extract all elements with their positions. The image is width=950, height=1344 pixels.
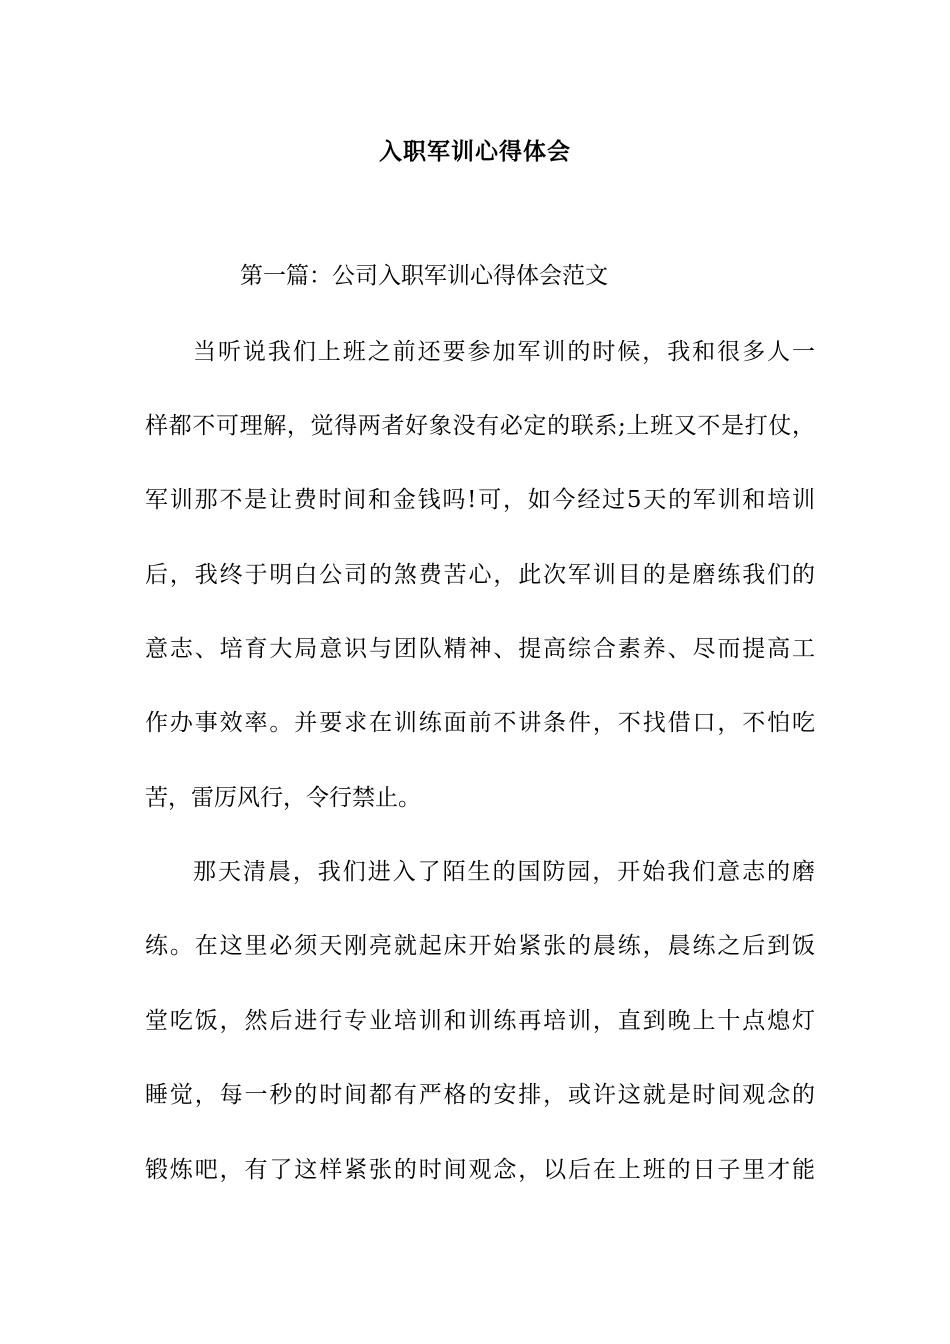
paragraph-2-line-3: 堂吃饭，然后进行专业培训和训练再培训，直到晚上十点熄灯 [145, 1008, 815, 1034]
paragraph-1-line-2: 样都不可理解，觉得两者好象没有必定的联系;上班又不是打仗， [145, 413, 815, 439]
document-title: 入职军训心得体会 [379, 138, 571, 165]
paragraph-1-line-4: 后，我终于明白公司的煞费苦心，此次军训目的是磨练我们的 [145, 562, 815, 588]
paragraph-2-line-1: 那天清晨，我们进入了陌生的国防园，开始我们意志的磨 [193, 859, 815, 885]
paragraph-1-line-1: 当听说我们上班之前还要参加军训的时候，我和很多人一 [193, 339, 815, 365]
paragraph-2-line-5: 锻炼吧，有了这样紧张的时间观念，以后在上班的日子里才能 [145, 1157, 815, 1183]
paragraph-2-line-4: 睡觉，每一秒的时间都有严格的安排，或许这就是时间观念的 [145, 1082, 815, 1108]
section-heading: 第一篇：公司入职军训心得体会范文 [240, 263, 608, 289]
paragraph-2-line-2: 练。在这里必须天刚亮就起床开始紧张的晨练，晨练之后到饭 [145, 933, 815, 959]
paragraph-1-line-7: 苦，雷厉风行，令行禁止。 [145, 785, 421, 811]
paragraph-1-line-6: 作办事效率。并要求在训练面前不讲条件，不找借口，不怕吃 [145, 710, 815, 736]
paragraph-1-line-3: 军训那不是让费时间和金钱吗!可，如今经过5天的军训和培训 [145, 487, 815, 513]
paragraph-1-line-5: 意志、培育大局意识与团队精神、提高综合素养、尽而提高工 [145, 636, 815, 662]
